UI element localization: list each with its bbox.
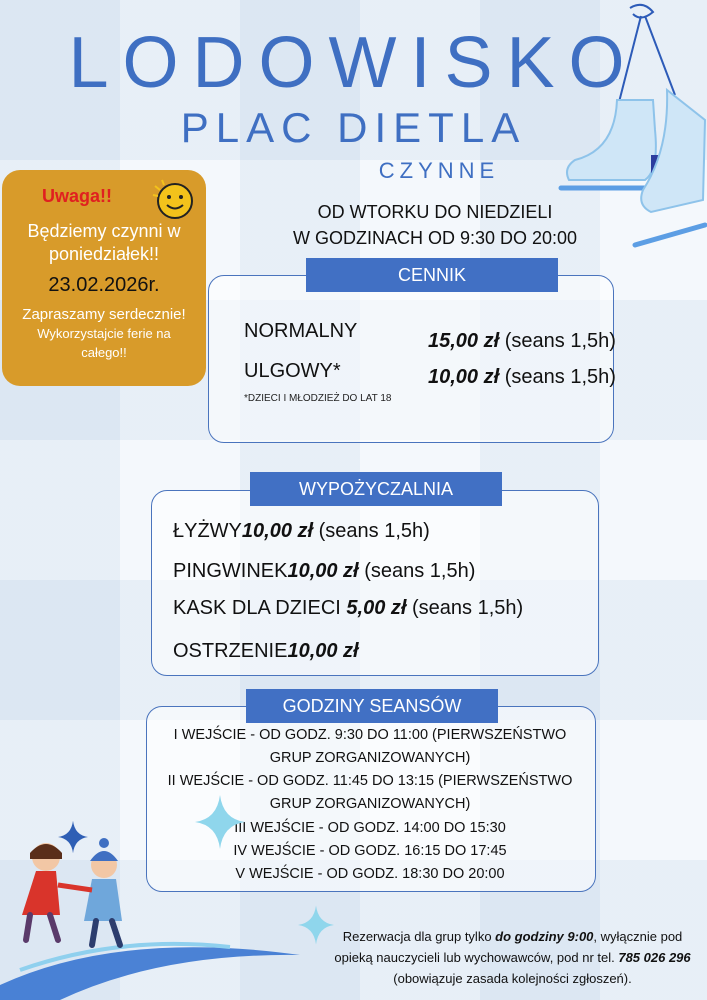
session-line-3: II WEJŚCIE - OD GODZ. 11:45 DO 13:15 (PIERWSZEŃSTWO [167, 773, 573, 789]
notice-line-5: całego!! [81, 345, 127, 360]
open-days: OD WTORKU DO NIEDZIELI [317, 202, 553, 222]
price-name-normal: NORMALNY [244, 320, 358, 342]
notice-heading: Uwaga!! [41, 186, 112, 206]
footer-line-1: Rezerwacja dla grup tylko do godziny 9:00, wyłącznie pod [342, 929, 683, 944]
session-line-7: V WEJŚCIE - OD GODZ. 18:30 DO 20:00 [235, 866, 505, 882]
sessions-label: GODZINY SEANSÓW [246, 689, 498, 723]
notice-line-4: Wykorzystajcie ferie na [37, 326, 171, 341]
rental-item-helmet: KASK DLA DZIECI 5,00 zł (seans 1,5h) [173, 597, 524, 619]
price-value-reduced: 10,00 zł (seans 1,5h) [428, 366, 616, 388]
price-value-normal: 15,00 zł (seans 1,5h) [428, 330, 616, 352]
open-hours: W GODZINACH OD 9:30 DO 20:00 [292, 228, 578, 248]
footer-line-3: (obowiązuje zasada kolejności zgłoszeń). [393, 971, 632, 986]
notice-date: 23.02.2026r. [48, 274, 160, 296]
session-line-6: IV WEJŚCIE - OD GODZ. 16:15 DO 17:45 [233, 843, 507, 859]
notice-line-1: Będziemy czynni w [27, 221, 181, 241]
ice-skate-icon [555, 0, 707, 255]
price-name-reduced: ULGOWY* [244, 360, 341, 382]
rental-item-sharpening: OSTRZENIE10,00 zł [173, 640, 359, 662]
pricing-footnote: *DZIECI I MŁODZIEŻ DO LAT 18 [244, 393, 392, 404]
session-line-2: GRUP ZORGANIZOWANYCH) [269, 750, 471, 766]
rental-item-skates: ŁYŻWY10,00 zł (seans 1,5h) [173, 520, 430, 542]
kids-skating-icon [0, 835, 300, 1000]
session-line-4: GRUP ZORGANIZOWANYCH) [269, 796, 471, 812]
notice-line-3: Zapraszamy serdecznie! [22, 306, 186, 323]
footer-line-2: opieką nauczycieli lub wychowawców, pod nr tel. 785 026 296 [334, 950, 691, 965]
notice-box [2, 170, 206, 386]
pricing-label: CENNIK [306, 258, 558, 292]
open-status: CZYNNE [378, 158, 500, 183]
pricing-box [208, 275, 614, 443]
notice-line-2: poniedziałek!! [48, 244, 160, 264]
rental-label: WYPOŻYCZALNIA [250, 472, 502, 506]
page-subtitle: PLAC DIETLA [180, 104, 527, 151]
rental-item-penguin: PINGWINEK10,00 zł (seans 1,5h) [173, 560, 476, 582]
page-title: LODOWISKO [68, 23, 639, 103]
session-line-5: III WEJŚCIE - OD GODZ. 14:00 DO 15:30 [234, 820, 506, 836]
smiley-icon [152, 178, 198, 222]
session-line-1: I WEJŚCIE - OD GODZ. 9:30 DO 11:00 (PIERWSZEŃSTWO [173, 727, 567, 743]
